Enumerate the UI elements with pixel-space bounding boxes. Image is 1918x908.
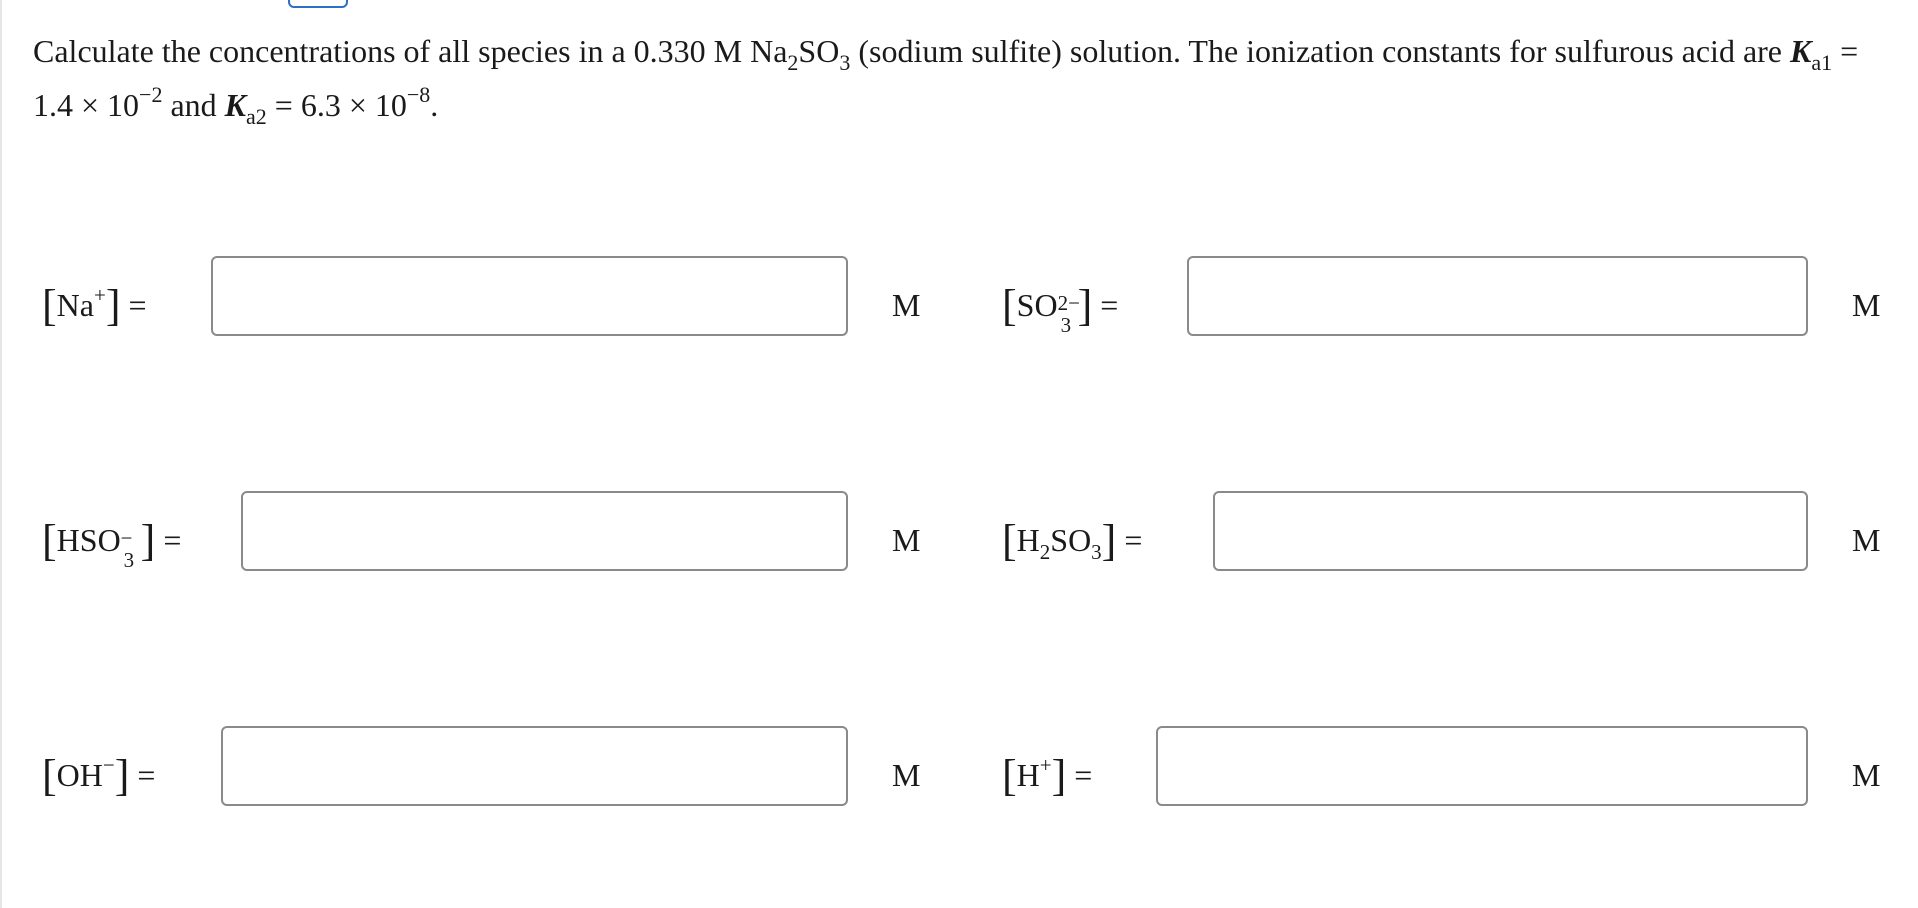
oh-input[interactable] <box>221 726 848 806</box>
na-unit: M <box>892 287 921 323</box>
h-label: [H+] = <box>1002 751 1093 800</box>
page-left-border <box>0 0 2 908</box>
h-input[interactable] <box>1156 726 1808 806</box>
oh-label: [OH−] = <box>42 751 156 800</box>
na-input[interactable] <box>211 256 848 336</box>
oh-unit: M <box>892 757 921 793</box>
so3-unit: M <box>1852 287 1881 323</box>
na-label: [Na+] = <box>42 281 147 330</box>
top-tab-indicator[interactable] <box>288 0 348 8</box>
so3-label: [SO 2− 3 ] = <box>1002 281 1119 337</box>
hso3-unit: M <box>892 522 921 558</box>
question-text: Calculate the concentrations of all species in a 0.330 M $Na_2SO_3$ (sodium sulfite) solution. The ionization constants for sulfurous acid are $K_{a1} = 1.4 \times 10^{-2}$ and $K_{a2} = 6.3 \times 10^{-8}$. <box>33 33 1859 129</box>
hso3-input[interactable] <box>241 491 848 571</box>
h2so3-label: $[H_2SO_3]$ = <box>1002 516 1143 565</box>
h2so3-unit: M <box>1852 522 1881 558</box>
h-unit: M <box>1852 757 1881 793</box>
h2so3-input[interactable] <box>1213 491 1808 571</box>
so3-input[interactable] <box>1187 256 1808 336</box>
hso3-label: [HSO − 3 ] = <box>42 516 182 572</box>
